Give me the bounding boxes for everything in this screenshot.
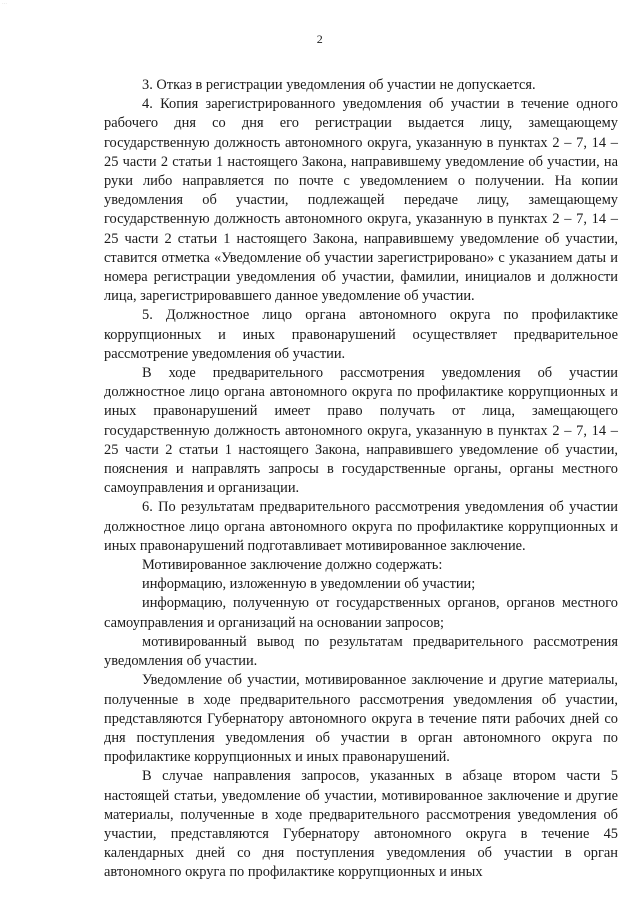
paragraph-5: 5. Должностное лицо органа автономного округа по профилактике коррупционных и иных правонарушений осуществляет предварительное рассмотрение уведомления об участии. — [104, 307, 618, 362]
body-text — [104, 76, 618, 883]
conclusion-item-3: мотивированный вывод по результатам предварительного рассмотрения уведомления об участии. — [104, 633, 618, 670]
requests-case-paragraph: В случае направления запросов, указанных в абзаце втором части 5 настоящей статьи, уведомление об участии, мотивированное заключение и другие материалы, полученные в ходе предварительного рассмотрения уведомления об участии, представляются Губернатору автономного округа в течение 45 календарных дней со дня поступления уведомления об участии в орган автономного округа по профилактике коррупционных и иных — [104, 768, 618, 881]
paragraph-6: 6. По результатам предварительного рассмотрения уведомления об участии должностное лицо органа автономного округа по профилактике коррупционных и иных правонарушений подготавливает мотивированное заключение. — [104, 499, 618, 554]
page-number: 2 — [316, 32, 324, 46]
conclusion-item-2: информацию, полученную от государственных органов, органов местного самоуправления и организаций на основании запросов; — [104, 595, 618, 631]
conclusion-item-1: информацию, изложенную в уведомлении об участии; — [142, 576, 476, 593]
paragraph-3: 3. Отказ в регистрации уведомления об участии не допускается. — [142, 77, 536, 93]
conclusion-contents-intro: Мотивированное заключение должно содержать: — [142, 557, 443, 574]
submission-paragraph: Уведомление об участии, мотивированное заключение и другие материалы, полученные в ходе предварительного рассмотрения уведомления об участии, представляются Губернатору автономного округа в течение пяти рабочих дней со дня поступления уведомления об участии в орган автономного округа по профилактике коррупционных и иных правонарушений. — [104, 672, 618, 766]
paragraph-4: 4. Копия зарегистрированного уведомления об участии в течение одного рабочего дня со дня его регистрации выдается лицу, замещающему государственную должность автономного округа, указанную в пунктах 2 – 7, 14 – 25 части 2 статьи 1 настоящего Закона, направившему уведомление об участии, на руки либо направляется по почте с уведомлением о получении. На копии уведомления об участии, подлежащей передаче лицу, замещающему государственную должность автономного округа, указанную в пунктах 2 – 7, 14 – 25 части 2 статьи 1 настоящего Закона, направившему уведомление об участии, ставится отметка «Уведомление об участии зарегистрировано» с указанием даты и номера регистрации уведомления об участии, фамилии, инициалов и должности лица, зарегистрировавшего данное уведомление об участии. — [104, 96, 618, 305]
paragraph-5-preliminary-review: В ходе предварительного рассмотрения уведомления об участии должностное лицо органа автономного округа по профилактике коррупционных и иных правонарушений имеет право получать от лица, замещающего государственную должность автономного округа, указанную в пунктах 2 – 7, 14 – 25 части 2 статьи 1 настоящего Закона, направившего уведомление об участии, пояснения и направлять запросы в государственные органы, органы местного самоуправления и организации. — [104, 365, 618, 497]
scan-corner-mark: … — [2, 1, 7, 6]
